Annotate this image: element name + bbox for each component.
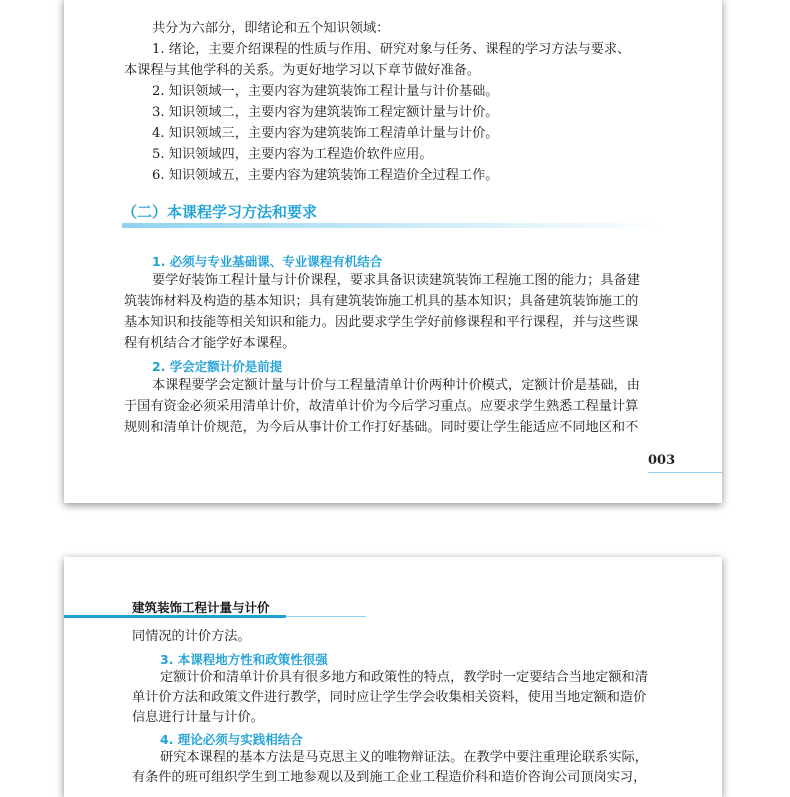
subsection-heading: 2. 学会定额计价是前提 (152, 359, 283, 374)
body-line: 要学好装饰工程计量与计价课程，要求具备识读建筑装饰工程施工图的能力；具备建 (152, 273, 640, 288)
book-page-004 (64, 557, 722, 797)
page-number-rule (648, 472, 722, 473)
body-line: 单计价方法和政策文件进行教学，同时应让学生学会收集相关资料，使用当地定额和造价 (132, 690, 647, 705)
subsection-heading: 4. 理论必须与实践相结合 (160, 732, 303, 747)
intro-line: 共分为六部分，即绪论和五个知识领域： (152, 21, 390, 36)
section-heading: （二）本课程学习方法和要求 (122, 203, 318, 221)
body-line: 本课程要学会定额计量与计价与工程量清单计价两种计价模式，定额计价是基础，由 (152, 378, 640, 393)
section-heading-underbar (122, 223, 667, 228)
body-line: 定额计价和清单计价具有很多地方和政策性的特点，教学时一定要结合当地定额和清 (160, 670, 648, 685)
body-line: 基本知识和技能等相关知识和能力。因此要求学生学好前修课程和平行课程，并与这些课 (124, 315, 639, 330)
body-line: 研究本课程的基本方法是马克思主义的唯物辩证法。在教学中要注重理论联系实际， (160, 750, 648, 765)
subsection-heading: 1. 必须与专业基础课、专业课程有机结合 (152, 254, 383, 269)
subsection-heading: 3. 本课程地方性和政策性很强 (160, 652, 328, 667)
page-number: 003 (648, 453, 676, 468)
intro-line: 6. 知识领域五，主要内容为建筑装饰工程造价全过程工作。 (152, 168, 499, 183)
body-line: 规则和清单计价规范，为今后从事计价工作打好基础。同时要让学生能适应不同地区和不 (124, 420, 639, 435)
intro-line: 2. 知识领域一，主要内容为建筑装饰工程计量与计价基础。 (152, 84, 499, 99)
body-line: 筑装饰材料及构造的基本知识；具有建筑装饰施工机具的基本知识；具备建筑装饰施工的 (124, 294, 639, 309)
running-title: 建筑装饰工程计量与计价 (132, 600, 270, 615)
intro-line: 5. 知识领域四，主要内容为工程造价软件应用。 (152, 147, 433, 162)
intro-line: 1. 绪论，主要介绍课程的性质与作用、研究对象与任务、课程的学习方法与要求、 (152, 42, 631, 57)
intro-line: 3. 知识领域二，主要内容为建筑装饰工程定额计量与计价。 (152, 105, 499, 120)
body-line: 同情况的计价方法。 (132, 629, 251, 644)
intro-line: 4. 知识领域三，主要内容为建筑装饰工程清单计量与计价。 (152, 126, 499, 141)
body-line: 程有机结合才能学好本课程。 (124, 336, 296, 351)
running-title-bar (64, 615, 286, 618)
intro-line: 本课程与其他学科的关系。为更好地学习以下章节做好准备。 (124, 63, 481, 78)
running-title-rule (286, 616, 366, 617)
body-line: 于国有资金必须采用清单计价，故清单计价为今后学习重点。应要求学生熟悉工程量计算 (124, 399, 639, 414)
body-line: 信息进行计量与计价。 (132, 710, 264, 725)
book-page-003 (64, 0, 722, 503)
body-line: 有条件的班可组织学生到工地参观以及到施工企业工程造价科和造价咨询公司顶岗实习， (132, 770, 647, 785)
